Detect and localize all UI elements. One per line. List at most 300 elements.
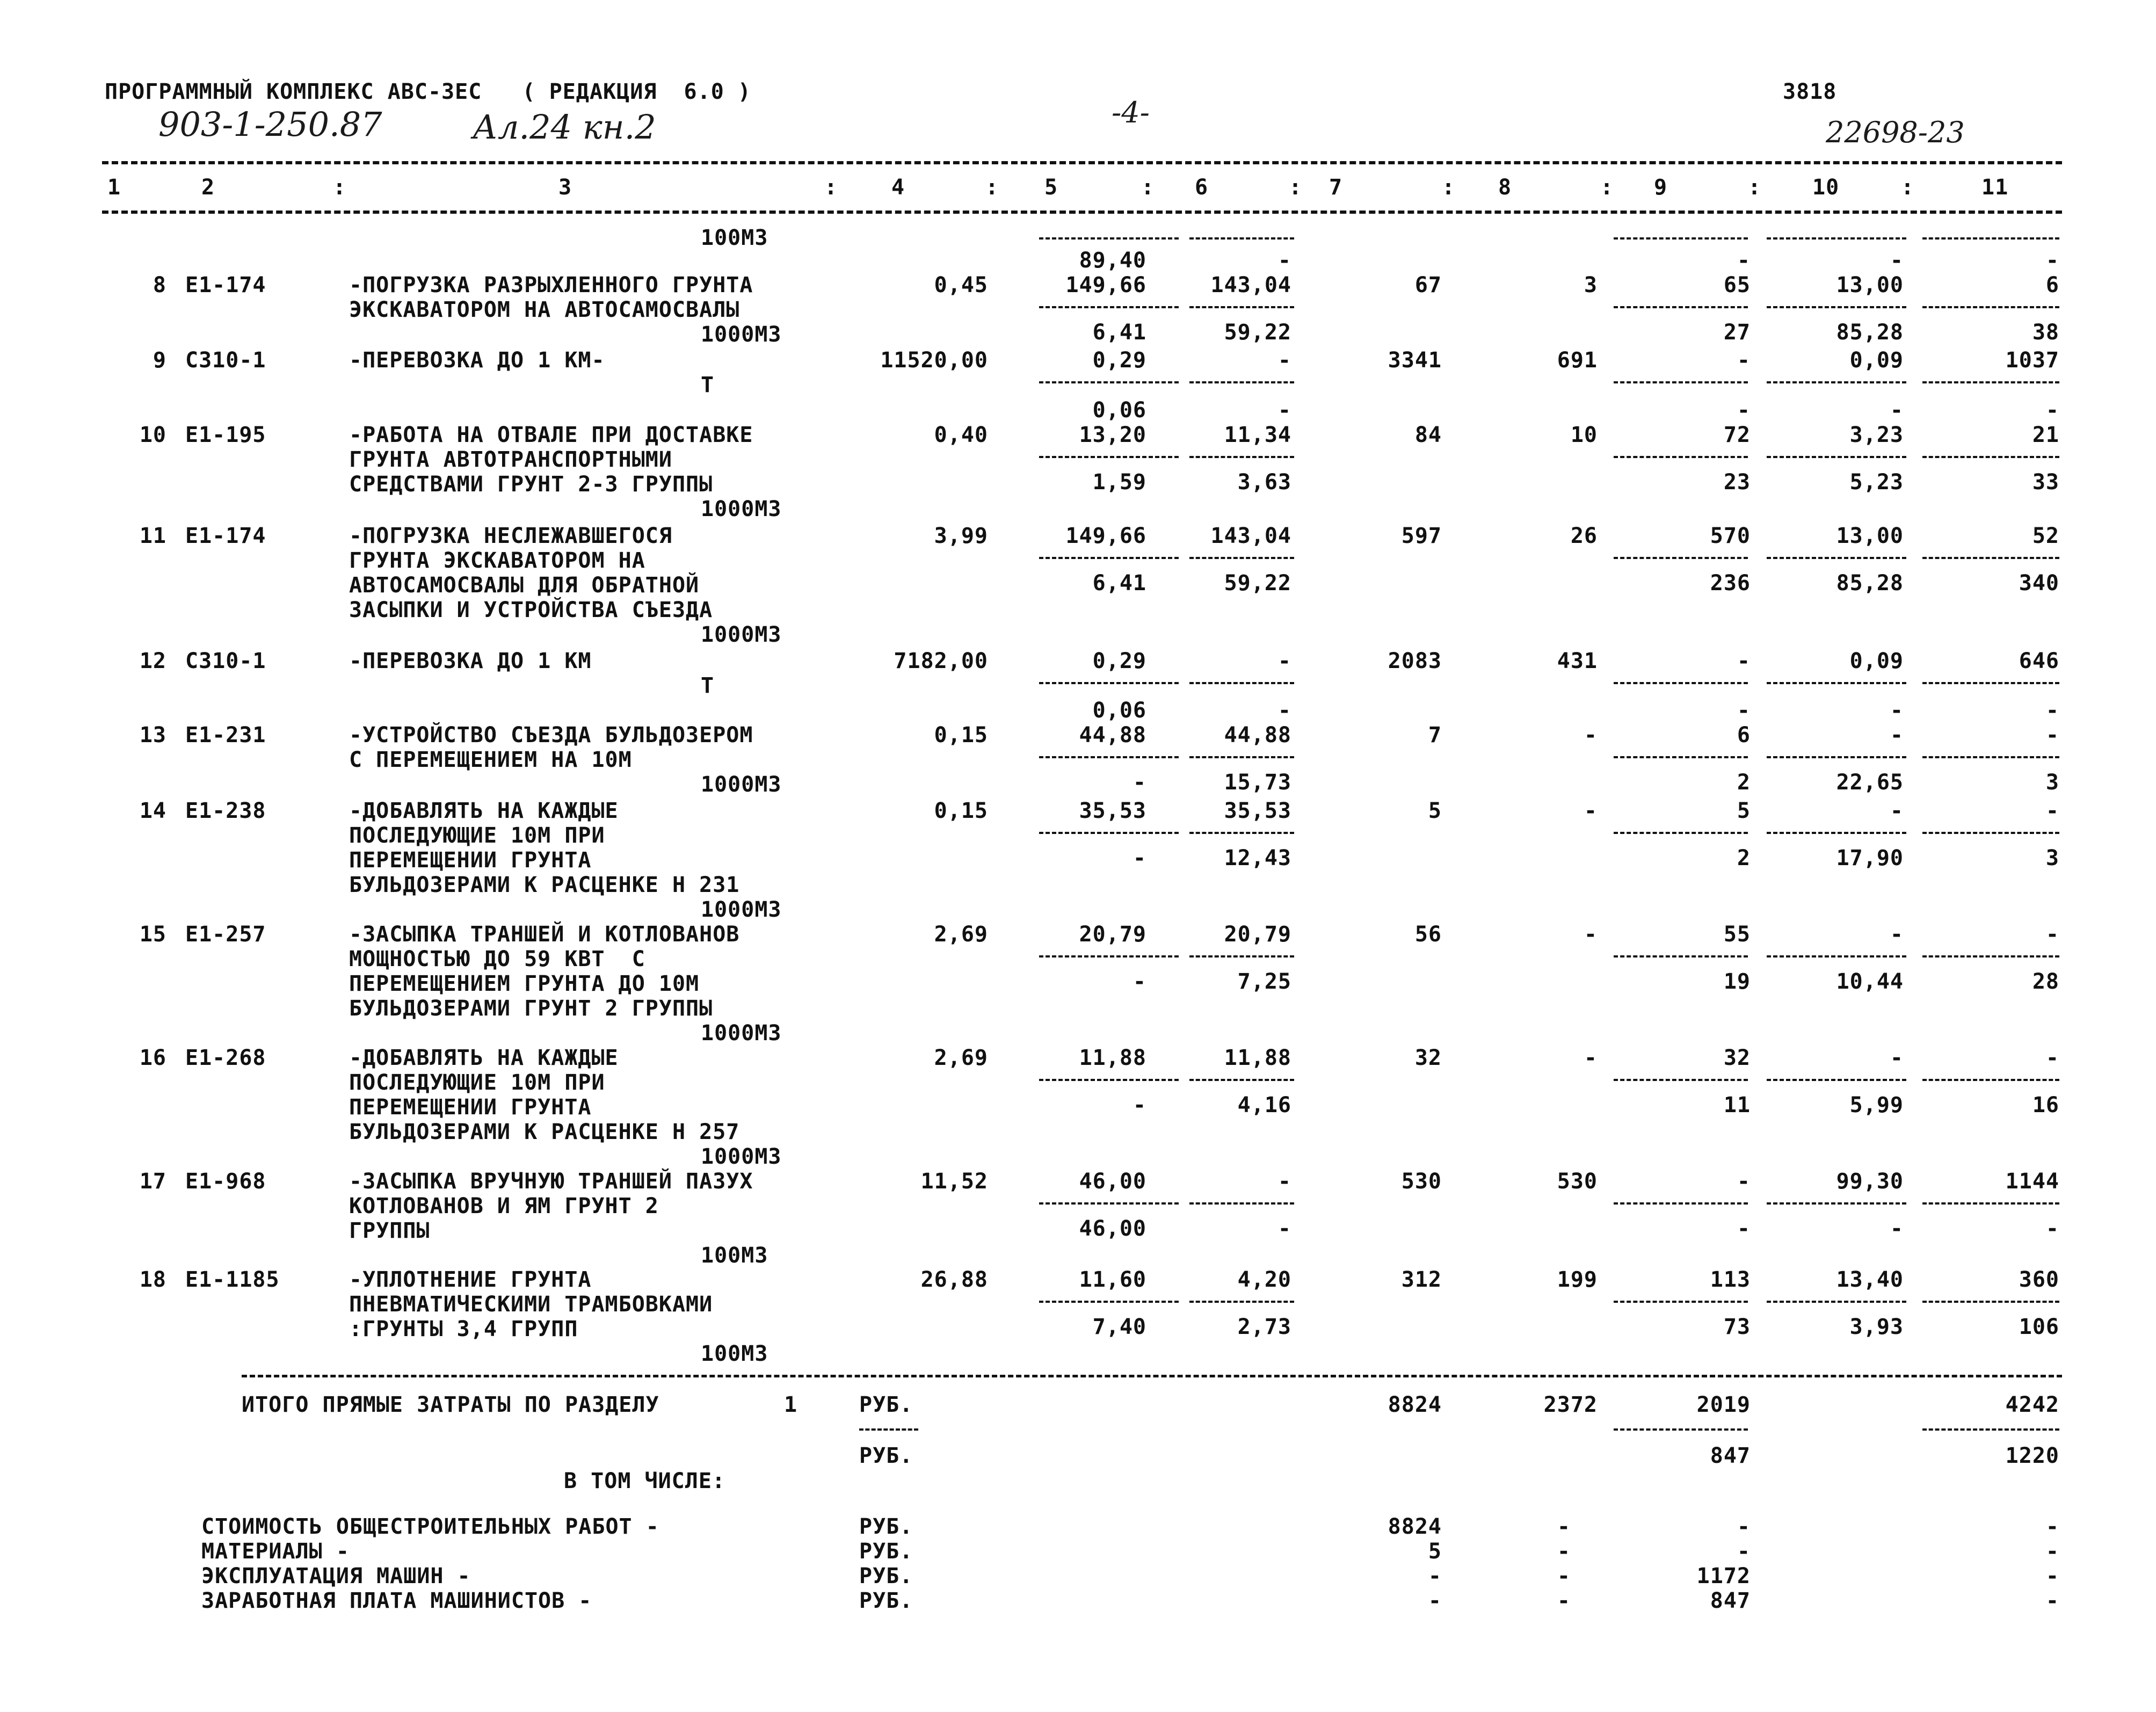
cell-dash [1039,682,1179,684]
column-number: 5 [1044,175,1058,200]
cell-dash [1614,456,1748,458]
cell-c8: 199 [1557,1267,1598,1292]
cell-dash [1922,1079,2059,1081]
pre-value: - [1890,248,1904,273]
cell-s10: 5,99 [1849,1093,1904,1118]
cell-s10: 17,90 [1836,846,1904,870]
top-rule [102,161,2062,164]
cell-c7: 597 [1401,524,1442,548]
cell-c7: 32 [1414,1046,1442,1070]
row-number: 8 [153,273,166,298]
cell-s10: 22,65 [1836,770,1904,795]
cell-dash [1767,456,1906,458]
cell-c10: - [1890,1046,1904,1070]
breakdown-c11: - [2045,1539,2059,1564]
totals-c9-dash [1614,1428,1748,1431]
breakdown-c9: 847 [1710,1588,1751,1613]
cell-dash [1189,557,1294,559]
cell-s5: - [1133,846,1146,870]
breakdown-c8: - [1557,1588,1571,1613]
row-number: 18 [139,1267,166,1292]
column-dash [1922,237,2059,240]
cell-dash [1039,1301,1179,1303]
cell-c8: 431 [1557,649,1598,673]
cell-dash [1614,381,1748,383]
cell-c6: 4,20 [1237,1267,1291,1292]
totals-c8: 2372 [1543,1392,1598,1417]
cell-s11: 28 [2032,969,2059,994]
column-separator: : [1289,175,1303,200]
totals-title: ИТОГО ПРЯМЫЕ ЗАТРАТЫ ПО РАЗДЕЛУ [242,1392,659,1417]
quantity: 0,45 [934,273,988,298]
cell-dash [1614,832,1748,834]
cell-s6: 59,22 [1224,320,1291,345]
cell-c5: 44,88 [1079,723,1146,748]
cell-c6: 143,04 [1210,524,1291,548]
cell-c11: - [2045,1046,2059,1070]
quantity: 0,15 [934,799,988,823]
quantity: 11520,00 [880,348,988,373]
cell-dash [1922,955,2059,957]
cell-c11: - [2045,799,2059,823]
cell-s9: - [1737,1216,1751,1241]
cell-s11: 3 [2045,846,2059,870]
cell-c6: 11,34 [1224,423,1291,447]
breakdown-label: ЭКСПЛУАТАЦИЯ МАШИН - [201,1564,471,1588]
column-number: 7 [1329,175,1343,200]
column-number: 9 [1654,175,1668,200]
breakdown-c11: - [2045,1564,2059,1588]
rate-code: Е1-238 [185,799,266,823]
cell-c8: 530 [1557,1169,1598,1194]
breakdown-c8: - [1557,1514,1571,1539]
cell-c8: 3 [1584,273,1598,298]
row-number: 13 [139,723,166,748]
cell-dash [1039,456,1179,458]
cell-dash [1189,955,1294,957]
column-separator: : [824,175,838,200]
row-number: 9 [153,348,166,373]
cell-dash [1189,682,1294,684]
quantity: 7182,00 [894,649,988,673]
breakdown-label: ЗАРАБОТНАЯ ПЛАТА МАШИНИСТОВ - [201,1588,592,1613]
work-description: -РАБОТА НА ОТВАЛЕ ПРИ ДОСТАВКЕ [349,423,753,447]
cell-c5: 0,29 [1092,649,1146,673]
pre-value: 0,06 [1092,398,1146,423]
cell-c7: 7 [1428,723,1442,748]
cell-c5: 11,88 [1079,1046,1146,1070]
cell-s5: - [1133,969,1146,994]
totals-rule [242,1375,2062,1377]
pre-value: - [2045,398,2059,423]
cell-dash [1189,1202,1294,1205]
pre-value: - [2045,248,2059,273]
cell-dash [1922,306,2059,308]
breakdown-unit: РУБ. [859,1564,913,1588]
cell-s6: 59,22 [1224,571,1291,596]
work-description: ПЕРЕМЕЩЕНИЕМ ГРУНТА ДО 10М [349,971,700,996]
pre-value: - [1737,248,1751,273]
cell-s9: 73 [1723,1315,1751,1339]
column-number: 2 [201,175,215,200]
row-unit: 1000М3 [701,497,782,521]
cell-c6: - [1277,649,1291,673]
cell-dash [1614,1079,1748,1081]
breakdown-c7: 5 [1428,1539,1442,1564]
quantity: 3,99 [934,524,988,548]
work-description: С ПЕРЕМЕЩЕНИЕМ НА 10М [349,748,632,772]
pre-value: - [1737,698,1751,723]
cell-c6: - [1277,348,1291,373]
cell-s6: 4,16 [1237,1093,1291,1118]
cell-s9: 19 [1723,969,1751,994]
totals-c9: 2019 [1696,1392,1751,1417]
cell-dash [1922,682,2059,684]
row-number: 14 [139,799,166,823]
cell-c9: - [1737,649,1751,673]
work-description: -ПЕРЕВОЗКА ДО 1 КМ [349,649,592,673]
work-description: ПЕРЕМЕЩЕНИИ ГРУНТА [349,1095,592,1120]
pre-value: - [1277,248,1291,273]
pre-value: 89,40 [1079,248,1146,273]
work-description: -ЗАСЫПКА ТРАНШЕЙ И КОТЛОВАНОВ [349,922,740,947]
column-separator: : [1748,175,1762,200]
work-description: ПОСЛЕДУЮЩИЕ 10М ПРИ [349,1070,605,1095]
pre-value: - [1737,398,1751,423]
column-number: 4 [891,175,905,200]
cell-c6: - [1277,1169,1291,1194]
cell-c6: 35,53 [1224,799,1291,823]
row-unit: 1000М3 [701,622,782,647]
cell-dash [1189,756,1294,758]
breakdown-c9: - [1737,1514,1751,1539]
cell-s11: 38 [2032,320,2059,345]
cell-dash [1614,1202,1748,1205]
work-description: -ПОГРУЗКА РАЗРЫХЛЕННОГО ГРУНТА [349,273,753,298]
handwritten-project-number: 903-1-250.87 [158,105,382,144]
cell-c11: 1144 [2005,1169,2059,1194]
breakdown-c8: - [1557,1539,1571,1564]
cell-c5: 35,53 [1079,799,1146,823]
quantity: 2,69 [934,1046,988,1070]
column-separator: : [1141,175,1155,200]
breakdown-c9: - [1737,1539,1751,1564]
cell-dash [1922,456,2059,458]
row-unit: 1000М3 [701,1144,782,1169]
work-description: ПЕРЕМЕЩЕНИИ ГРУНТА [349,848,592,873]
cell-c11: 646 [2019,649,2059,673]
cell-s6: 12,43 [1224,846,1291,870]
handwritten-album: Ал.24 кн.2 [473,107,656,147]
cell-dash [1922,1301,2059,1303]
quantity: 2,69 [934,922,988,947]
rate-code: Е1-968 [185,1169,266,1194]
work-description: СРЕДСТВАМИ ГРУНТ 2-3 ГРУППЫ [349,472,713,497]
cell-c11: 21 [2032,423,2059,447]
cell-dash [1189,306,1294,308]
cell-dash [1189,832,1294,834]
cell-dash [1922,381,2059,383]
totals-c7: 8824 [1388,1392,1442,1417]
cell-s11: - [2045,1216,2059,1241]
cell-dash [1767,682,1906,684]
cell-s9: 23 [1723,470,1751,495]
quantity: 11,52 [920,1169,988,1194]
breakdown-c11: - [2045,1588,2059,1613]
totals-unit-dash [859,1428,918,1431]
cell-s10: 85,28 [1836,571,1904,596]
cell-s9: 236 [1710,571,1751,596]
breakdown-c11: - [2045,1514,2059,1539]
pre-value: - [1890,698,1904,723]
cell-dash [1189,1301,1294,1303]
cell-c8: - [1584,799,1598,823]
cell-c7: 3341 [1388,348,1442,373]
row-unit: 1000М3 [701,897,782,922]
cell-dash [1767,557,1906,559]
work-description: ГРУППЫ [349,1218,430,1243]
cell-dash [1039,756,1179,758]
row-number: 16 [139,1046,166,1070]
cell-c7: 5 [1428,799,1442,823]
work-description: МОЩНОСТЬЮ ДО 59 КВТ С [349,947,645,971]
quantity: 0,40 [934,423,988,447]
work-description: -УСТРОЙСТВО СЪЕЗДА БУЛЬДОЗЕРОМ [349,723,753,748]
cell-dash [1039,306,1179,308]
breakdown-unit: РУБ. [859,1588,913,1613]
cell-c5: 11,60 [1079,1267,1146,1292]
work-description: БУЛЬДОЗЕРАМИ ГРУНТ 2 ГРУППЫ [349,996,713,1021]
cell-c5: 20,79 [1079,922,1146,947]
cell-s5: 46,00 [1079,1216,1146,1241]
cell-c9: 55 [1723,922,1751,947]
work-description: ПОСЛЕДУЮЩИЕ 10М ПРИ [349,823,605,848]
column-dash [1189,237,1294,240]
page-marker: -4- [1112,96,1150,129]
row-unit: Т [701,673,715,698]
column-dash [1039,237,1179,240]
rate-code: Е1-257 [185,922,266,947]
cell-c7: 2083 [1388,649,1442,673]
work-description: БУЛЬДОЗЕРАМИ К РАСЦЕНКЕ Н 257 [349,1120,740,1144]
rate-code: Е1-231 [185,723,266,748]
cell-c9: 6 [1737,723,1751,748]
cell-s9: 27 [1723,320,1751,345]
cell-c10: - [1890,922,1904,947]
totals-section: 1 [784,1392,798,1417]
cell-s9: 2 [1737,846,1751,870]
cell-c11: - [2045,723,2059,748]
cell-dash [1922,756,2059,758]
cell-c9: 5 [1737,799,1751,823]
cell-s11: 33 [2032,470,2059,495]
breakdown-label: МАТЕРИАЛЫ - [201,1539,350,1564]
breakdown-unit: РУБ. [859,1514,913,1539]
cell-dash [1614,557,1748,559]
cell-s6: 7,25 [1237,969,1291,994]
row-unit: 1000М3 [701,772,782,797]
cell-c5: 46,00 [1079,1169,1146,1194]
cell-c9: 570 [1710,524,1751,548]
column-separator: : [333,175,347,200]
cell-c11: 1037 [2005,348,2059,373]
cell-s11: 16 [2032,1093,2059,1118]
totals-c11: 4242 [2005,1392,2059,1417]
cell-s9: 11 [1723,1093,1751,1118]
row-unit: 100М3 [701,1243,768,1268]
breakdown-unit: РУБ. [859,1539,913,1564]
cell-dash [1189,456,1294,458]
cell-c11: 360 [2019,1267,2059,1292]
column-number: 8 [1498,175,1512,200]
cell-c10: 13,40 [1836,1267,1904,1292]
cell-c7: 56 [1414,922,1442,947]
rate-code: С310-1 [185,348,266,373]
cell-dash [1039,1202,1179,1205]
work-description: -ДОБАВЛЯТЬ НА КАЖДЫЕ [349,799,619,823]
column-dash [1614,237,1748,240]
cell-s10: 3,93 [1849,1315,1904,1339]
cell-dash [1614,306,1748,308]
cell-s5: 7,40 [1092,1315,1146,1339]
cell-dash [1189,1079,1294,1081]
cell-c5: 0,29 [1092,348,1146,373]
cell-s5: - [1133,770,1146,795]
cell-c8: - [1584,1046,1598,1070]
cell-s11: 106 [2019,1315,2059,1339]
column-separator: : [1442,175,1456,200]
quantity: 26,88 [920,1267,988,1292]
cell-c7: 67 [1414,273,1442,298]
totals-s9: 847 [1710,1443,1751,1468]
rate-code: Е1-174 [185,524,266,548]
cell-c9: - [1737,1169,1751,1194]
breakdown-label: СТОИМОСТЬ ОБЩЕСТРОИТЕЛЬНЫХ РАБОТ - [201,1514,659,1539]
cell-s10: - [1890,1216,1904,1241]
cell-c10: 0,09 [1849,348,1904,373]
work-description: ГРУНТА АВТОТРАНСПОРТНЫМИ [349,447,672,472]
cell-s11: 3 [2045,770,2059,795]
column-number: 11 [1981,175,2009,200]
cell-dash [1189,381,1294,383]
cell-c9: 72 [1723,423,1751,447]
cell-dash [1922,832,2059,834]
work-description: -УПЛОТНЕНИЕ ГРУНТА [349,1267,592,1292]
work-description: ПНЕВМАТИЧЕСКИМИ ТРАМБОВКАМИ [349,1292,713,1317]
cell-dash [1614,955,1748,957]
row-unit: Т [701,373,715,397]
cell-c10: 0,09 [1849,649,1904,673]
cell-c5: 13,20 [1079,423,1146,447]
work-description: КОТЛОВАНОВ И ЯМ ГРУНТ 2 [349,1194,659,1218]
cell-dash [1039,381,1179,383]
cell-c10: 99,30 [1836,1169,1904,1194]
cell-s9: 2 [1737,770,1751,795]
rate-code: С310-1 [185,649,266,673]
cell-c6: 20,79 [1224,922,1291,947]
cell-dash [1922,1202,2059,1205]
row-number: 17 [139,1169,166,1194]
row-number: 15 [139,922,166,947]
cell-dash [1614,682,1748,684]
cell-s6: 15,73 [1224,770,1291,795]
cell-c8: 691 [1557,348,1598,373]
cell-dash [1767,381,1906,383]
row-number: 12 [139,649,166,673]
cell-dash [1039,1079,1179,1081]
cell-dash [1767,1301,1906,1303]
row-number: 10 [139,423,166,447]
pre-value: - [1277,698,1291,723]
cell-c9: 113 [1710,1267,1751,1292]
cell-c11: - [2045,922,2059,947]
column-number: 1 [107,175,121,200]
program-header: ПРОГРАММНЫЙ КОМПЛЕКС АВС-ЗЕС ( РЕДАКЦИЯ 6.0 ) [105,79,751,104]
cell-c8: - [1584,723,1598,748]
cell-dash [1922,557,2059,559]
header-rule [102,211,2062,214]
cell-s6: 2,73 [1237,1315,1291,1339]
row-number: 11 [139,524,166,548]
cell-c5: 149,66 [1065,273,1146,298]
row-unit: 100М3 [701,226,768,250]
totals-unit-2: РУБ. [859,1443,913,1468]
breakdown-c8: - [1557,1564,1571,1588]
column-separator: : [1901,175,1915,200]
pre-value: - [1277,398,1291,423]
cell-c10: - [1890,799,1904,823]
breakdown-c7: 8824 [1388,1514,1442,1539]
cell-s11: 340 [2019,571,2059,596]
cell-c10: 13,00 [1836,273,1904,298]
cell-s10: 5,23 [1849,470,1904,495]
work-description: ЗАСЫПКИ И УСТРОЙСТВА СЪЕЗДА [349,598,713,622]
work-description: :ГРУНТЫ 3,4 ГРУПП [349,1317,578,1341]
cell-s5: - [1133,1093,1146,1118]
cell-s5: 6,41 [1092,571,1146,596]
work-description: -ЗАСЫПКА ВРУЧНУЮ ТРАНШЕЙ ПАЗУХ [349,1169,753,1194]
cell-s6: 3,63 [1237,470,1291,495]
including-label: В ТОМ ЧИСЛЕ: [564,1469,725,1493]
cell-s6: - [1277,1216,1291,1241]
cell-c6: 44,88 [1224,723,1291,748]
cell-c6: 143,04 [1210,273,1291,298]
cell-c7: 312 [1401,1267,1442,1292]
work-description: -ПОГРУЗКА НЕСЛЕЖАВШЕГОСЯ [349,524,672,548]
rate-code: Е1-268 [185,1046,266,1070]
column-separator: : [1600,175,1614,200]
row-unit: 100М3 [701,1341,768,1366]
quantity: 0,15 [934,723,988,748]
column-number: 3 [558,175,572,200]
cell-c5: 149,66 [1065,524,1146,548]
column-dash [1767,237,1906,240]
work-description: ГРУНТА ЭКСКАВАТОРОМ НА [349,548,645,573]
cell-dash [1614,1301,1748,1303]
row-unit: 1000М3 [701,322,782,347]
cell-dash [1039,955,1179,957]
work-description: ЭКСКАВАТОРОМ НА АВТОСАМОСВАЛЫ [349,298,740,322]
cell-s5: 6,41 [1092,320,1146,345]
row-unit: 1000М3 [701,1021,782,1046]
breakdown-c7: - [1428,1564,1442,1588]
cell-dash [1614,756,1748,758]
cell-dash [1767,1079,1906,1081]
cell-c10: - [1890,723,1904,748]
cell-c9: 32 [1723,1046,1751,1070]
breakdown-c9: 1172 [1696,1564,1751,1588]
totals-unit: РУБ. [859,1392,913,1417]
